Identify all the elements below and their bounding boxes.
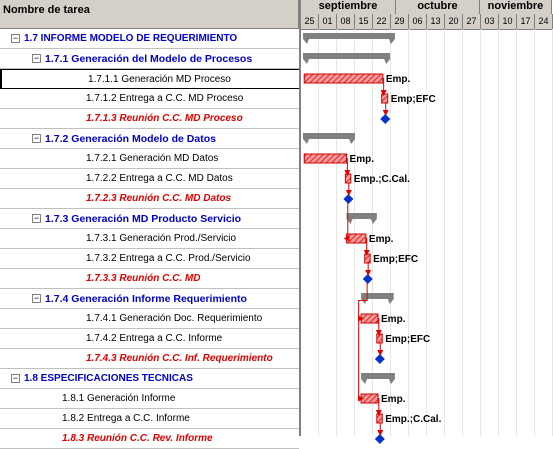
milestone-diamond[interactable]: [380, 114, 390, 124]
task-name: 1.7.4.2 Entrega a C.C. Informe: [86, 333, 223, 344]
task-name: 1.7.3.2 Entrega a C.C. Prod./Servicio: [86, 253, 251, 264]
task-name: 1.8.2 Entrega a C.C. Informe: [62, 413, 190, 424]
task-resource-label: Emp.: [381, 314, 406, 325]
task-row[interactable]: [0, 169, 299, 189]
collapse-toggle-icon[interactable]: −: [12, 33, 19, 43]
milestone-diamond[interactable]: [375, 354, 385, 364]
task-bar[interactable]: [377, 334, 382, 343]
task-resource-label: Emp.;C.Cal.: [353, 174, 410, 185]
task-name: 1.7.4 Generación Informe Requerimiento: [45, 293, 247, 305]
task-name: 1.7.1.2 Entrega a C.C. MD Proceso: [86, 93, 244, 104]
timescale-day: 10: [499, 14, 517, 29]
timescale-day: 17: [517, 14, 535, 29]
collapse-toggle-icon[interactable]: −: [33, 133, 40, 143]
task-name: 1.7 INFORME MODELO DE REQUERIMIENTO: [24, 33, 238, 44]
task-row[interactable]: [0, 129, 299, 149]
month-september: septiembre: [301, 0, 396, 14]
task-row[interactable]: [0, 209, 299, 229]
task-row[interactable]: [0, 89, 299, 109]
task-row[interactable]: [0, 149, 299, 169]
task-name: 1.7.2.2 Entrega a C.C. MD Datos: [86, 173, 233, 184]
task-resource-label: Emp;EFC: [390, 94, 436, 105]
task-resource-label: Emp.: [368, 234, 394, 245]
task-name: 1.7.3.1 Generación Prod./Servicio: [86, 233, 237, 244]
task-name-column-header[interactable]: Nombre de tarea: [0, 0, 299, 29]
task-row[interactable]: [0, 409, 299, 429]
timescale-days: [301, 14, 552, 30]
timescale-day: 22: [373, 14, 391, 29]
month-november: noviembre: [480, 0, 552, 14]
timescale-day: 20: [445, 14, 463, 29]
task-name: 1.7.3 Generación MD Producto Servicio: [45, 213, 242, 225]
task-bar[interactable]: [361, 314, 378, 323]
task-bar[interactable]: [347, 234, 366, 243]
task-row[interactable]: [0, 369, 299, 389]
task-row[interactable]: [0, 349, 299, 369]
task-bar[interactable]: [304, 74, 383, 83]
task-name: 1.7.4.3 Reunión C.C. Inf. Requerimiento: [86, 353, 273, 364]
task-bar[interactable]: [345, 174, 350, 183]
timescale-day: 03: [481, 14, 499, 29]
task-row[interactable]: [0, 269, 299, 289]
task-bar[interactable]: [377, 414, 382, 423]
task-resource-label: Emp.: [349, 154, 375, 165]
dependency-link: [359, 319, 361, 399]
timescale-day: 25: [301, 14, 319, 29]
gantt-chart: [301, 0, 552, 436]
summary-bar[interactable]: [303, 33, 395, 44]
task-resource-label: Emp.;C.Cal.: [385, 414, 442, 425]
timescale-day: 13: [427, 14, 445, 29]
task-resource-label: Emp.: [381, 394, 406, 405]
task-row[interactable]: [0, 109, 299, 129]
task-row[interactable]: [0, 49, 299, 69]
task-name: 1.7.2.3 Reunión C.C. MD Datos: [86, 193, 232, 204]
task-name: 1.7.3.3 Reunión C.C. MD: [86, 273, 201, 284]
month-october: octubre: [396, 0, 480, 14]
task-name: 1.7.1 Generación del Modelo de Procesos: [45, 53, 253, 65]
timescale-day: 08: [337, 14, 355, 29]
task-row[interactable]: [0, 329, 299, 349]
task-name: 1.7.2.1 Generación MD Datos: [86, 153, 219, 164]
task-name: 1.7.2 Generación Modelo de Datos: [45, 133, 216, 145]
task-row[interactable]: [0, 289, 299, 309]
task-row[interactable]: [0, 249, 299, 269]
task-resource-label: Emp.: [385, 74, 411, 85]
collapse-toggle-icon[interactable]: −: [33, 53, 40, 63]
task-bar[interactable]: [382, 94, 388, 103]
task-resource-label: Emp;EFC: [385, 334, 431, 345]
task-resource-label: Emp;EFC: [373, 254, 419, 265]
summary-bar[interactable]: [303, 53, 390, 64]
timescale-day: 29: [391, 14, 409, 29]
timescale-day: 27: [463, 14, 481, 29]
timescale-day: 06: [409, 14, 427, 29]
timescale-day: 15: [355, 14, 373, 29]
task-bar[interactable]: [304, 154, 346, 163]
task-name: 1.8 ESPECIFICACIONES TECNICAS: [24, 373, 193, 384]
collapse-toggle-icon[interactable]: −: [12, 373, 19, 383]
timescale-day: 24: [535, 14, 553, 29]
milestone-diamond[interactable]: [375, 434, 385, 444]
timescale-day: 01: [319, 14, 337, 29]
task-row[interactable]: [0, 69, 299, 89]
milestone-diamond[interactable]: [363, 274, 373, 284]
gantt-bars: [301, 29, 552, 436]
task-row[interactable]: [0, 309, 299, 329]
collapse-toggle-icon[interactable]: −: [33, 213, 40, 223]
timescale-months: [301, 0, 552, 15]
collapse-toggle-icon[interactable]: −: [33, 293, 40, 303]
task-name: 1.8.3 Reunión C.C. Rev. Informe: [62, 433, 213, 444]
milestone-diamond[interactable]: [343, 194, 353, 204]
task-name: 1.7.1.1 Generación MD Proceso: [88, 74, 231, 85]
task-name: 1.8.1 Generación Informe: [62, 393, 176, 404]
task-row[interactable]: [0, 389, 299, 409]
task-row[interactable]: [0, 189, 299, 209]
summary-bar[interactable]: [361, 373, 395, 384]
dependency-link: [347, 203, 348, 239]
summary-bar[interactable]: [361, 293, 394, 304]
task-row[interactable]: [0, 29, 299, 49]
task-name: 1.7.4.1 Generación Doc. Requerimiento: [86, 313, 263, 324]
task-row[interactable]: [0, 229, 299, 249]
task-row[interactable]: [0, 429, 299, 449]
task-bar[interactable]: [361, 394, 378, 403]
summary-bar[interactable]: [303, 133, 355, 144]
summary-bar[interactable]: [347, 213, 377, 224]
dependency-link: [359, 283, 367, 319]
task-bar[interactable]: [365, 254, 370, 263]
task-name: 1.7.1.3 Reunión C.C. MD Proceso: [86, 113, 243, 124]
